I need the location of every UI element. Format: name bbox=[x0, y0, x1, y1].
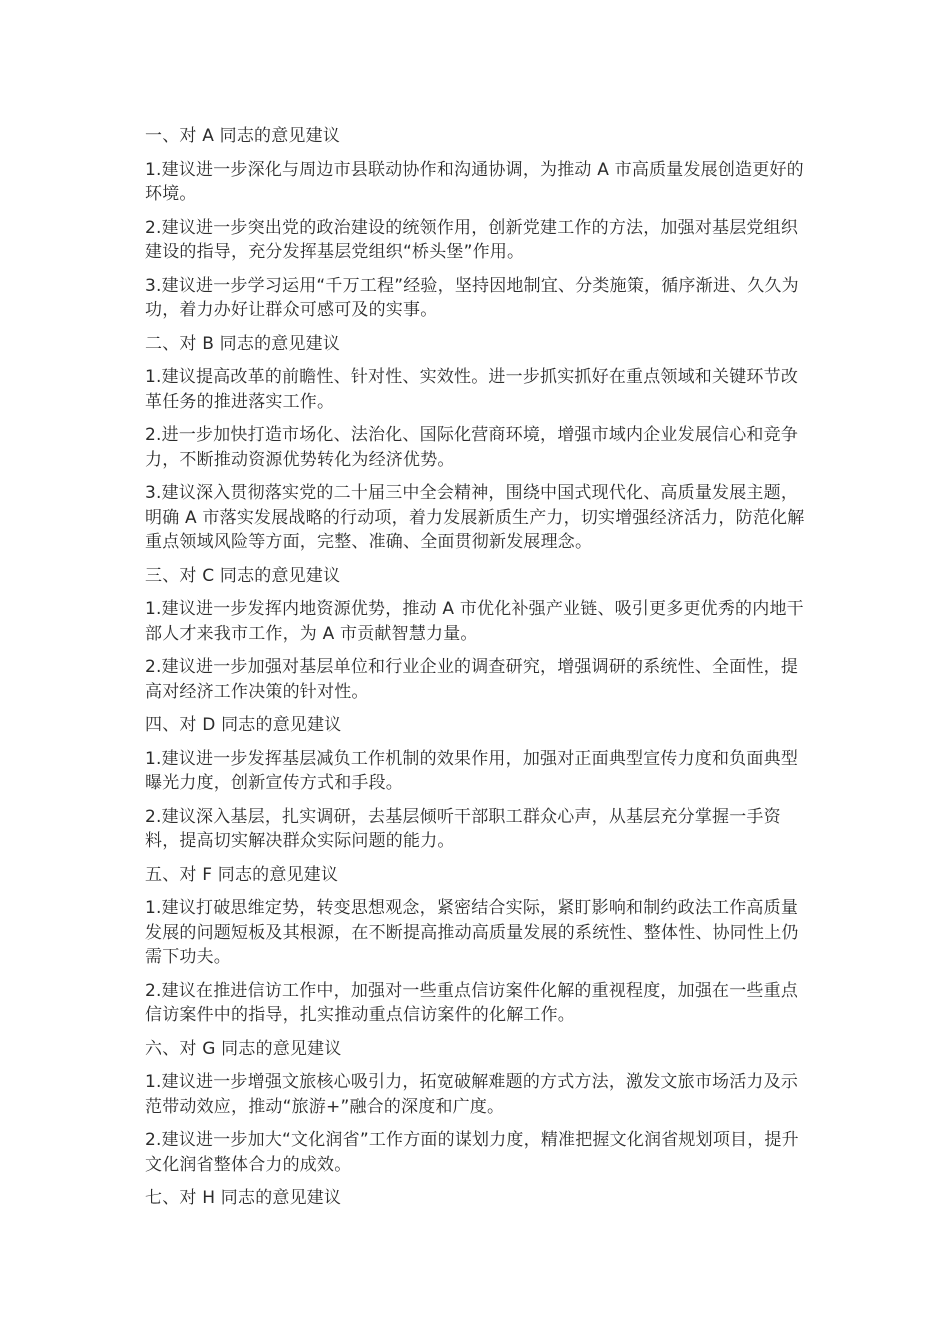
section-heading: 六、对 G 同志的意见建议 bbox=[145, 1038, 342, 1059]
suggestion-paragraph: 2.建议进一步突出党的政治建设的统领作用，创新党建工作的方法，加强对基层党组织建设的指导，充分发挥基层党组织“桥头堡”作用。 bbox=[145, 217, 799, 262]
suggestion-paragraph: 1.建议进一步发挥基层减负工作机制的效果作用，加强对正面典型宣传力度和负面典型曝光力度，创新宣传方式和手段。 bbox=[145, 748, 799, 793]
suggestion-paragraph: 1.建议提高改革的前瞻性、针对性、实效性。进一步抓实抓好在重点领域和关键环节改革任务的推进落实工作。 bbox=[145, 367, 799, 412]
section-f bbox=[145, 863, 813, 1028]
suggestion-paragraph: 2.建议在推进信访工作中，加强对一些重点信访案件化解的重视程度，加强在一些重点信访案件中的指导，扎实推动重点信访案件的化解工作。 bbox=[145, 980, 799, 1025]
suggestion-paragraph: 2.进一步加快打造市场化、法治化、国际化营商环境，增强市域内企业发展信心和竞争力，不断推动资源优势转化为经济优势。 bbox=[145, 425, 799, 470]
suggestion-paragraph: 1.建议进一步增强文旅核心吸引力，拓宽破解难题的方式方法，激发文旅市场活力及示范带动效应，推动“旅游+”融合的深度和广度。 bbox=[145, 1072, 799, 1117]
section-c bbox=[145, 564, 813, 705]
section-heading: 一、对 A 同志的意见建议 bbox=[145, 126, 341, 146]
suggestion-paragraph: 1.建议打破思维定势，转变思想观念，紧密结合实际，紧盯影响和制约政法工作高质量发展的问题短板及其根源，在不断提高推动高质量发展的系统性、整体性、协同性上仍需下功夫。 bbox=[145, 898, 799, 967]
document-body bbox=[145, 124, 813, 1220]
suggestion-paragraph: 1.建议进一步发挥内地资源优势，推动 A 市优化补强产业链、吸引更多更优秀的内地干部人才来我市工作，为 A 市贡献智慧力量。 bbox=[145, 599, 804, 644]
suggestion-paragraph: 1.建议进一步深化与周边市县联动协作和沟通协调，为推动 A 市高质量发展创造更好的环境。 bbox=[145, 159, 804, 204]
section-heading: 四、对 D 同志的意见建议 bbox=[145, 715, 342, 735]
suggestion-paragraph: 2.建议进一步加大“文化润省”工作方面的谋划力度，精准把握文化润省规划项目，提升文化润省整体合力的成效。 bbox=[145, 1130, 799, 1175]
section-g bbox=[145, 1037, 813, 1178]
section-heading: 三、对 C 同志的意见建议 bbox=[145, 565, 341, 586]
section-heading: 五、对 F 同志的意见建议 bbox=[145, 864, 339, 885]
suggestion-paragraph: 2.建议进一步加强对基层单位和行业企业的调查研究，增强调研的系统性、全面性，提高对经济工作决策的针对性。 bbox=[145, 657, 799, 702]
suggestion-paragraph: 2.建议深入基层，扎实调研，去基层倾听干部职工群众心声，从基层充分掌握一手资料，提高切实解决群众实际问题的能力。 bbox=[145, 806, 781, 851]
suggestion-paragraph: 3.建议进一步学习运用“千万工程”经验，坚持因地制宜、分类施策，循序渐进、久久为功，着力办好让群众可感可及的实事。 bbox=[145, 275, 799, 320]
suggestion-paragraph: 3.建议深入贯彻落实党的二十届三中全会精神，围绕中国式现代化、高质量发展主题，明确 A 市落实发展战略的行动项，着力发展新质生产力，切实增强经济活力，防范化解重点领域风险等方面，完整、准确、全面贯彻新发展理念。 bbox=[145, 483, 805, 552]
section-d bbox=[145, 713, 813, 854]
section-a bbox=[145, 124, 813, 323]
section-h bbox=[145, 1186, 813, 1211]
section-heading: 七、对 H 同志的意见建议 bbox=[145, 1188, 342, 1208]
section-b bbox=[145, 332, 813, 555]
section-heading: 二、对 B 同志的意见建议 bbox=[145, 333, 341, 354]
